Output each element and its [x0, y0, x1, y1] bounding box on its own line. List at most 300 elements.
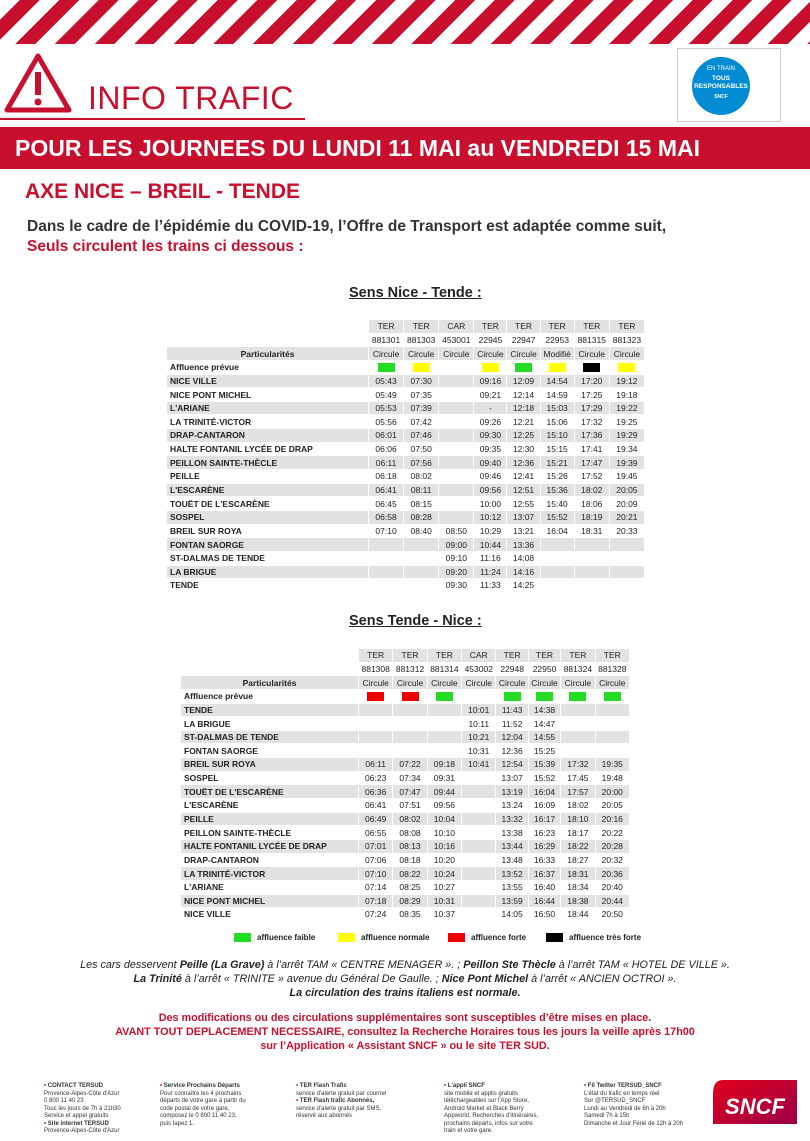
time-cell: 08:29	[393, 894, 427, 908]
time-cell	[404, 565, 439, 579]
affluence-cell	[496, 689, 528, 703]
station-name: LA TRINITÉ-VICTOR	[181, 867, 359, 881]
station-row	[181, 812, 630, 826]
time-cell: 20:50	[595, 908, 629, 922]
time-cell: 07:14	[359, 880, 393, 894]
time-cell	[574, 551, 609, 565]
time-cell: 18:19	[574, 510, 609, 524]
time-cell	[393, 744, 427, 758]
time-cell: 20:28	[595, 839, 629, 853]
warning-line-1: Des modifications ou des circulations supplémentaires sont susceptibles d’être mises en place.	[158, 1012, 652, 1024]
affluence-cell	[427, 689, 461, 703]
station-name: DRAP-CANTARON	[167, 429, 369, 443]
station-name: SOSPEL	[167, 510, 369, 524]
time-cell: 07:35	[404, 388, 439, 402]
time-cell	[609, 551, 644, 565]
station-name: LA BRIGUE	[167, 565, 369, 579]
time-cell: 10:10	[427, 826, 461, 840]
station-name: HALTE FONTANIL LYCÉE DE DRAP	[181, 839, 359, 853]
station-row	[167, 551, 645, 565]
footer-line: départs de votre gare à partir du	[160, 1098, 246, 1104]
time-cell	[462, 839, 496, 853]
info-trafic-header	[0, 50, 305, 120]
time-cell	[462, 880, 496, 894]
time-cell: 15:21	[540, 456, 574, 470]
number-row	[167, 333, 645, 347]
time-cell: 06:18	[369, 470, 404, 484]
badge-circle	[692, 57, 750, 115]
train-type-cell: TER	[574, 320, 609, 334]
affluence-cell	[393, 689, 427, 703]
time-cell: 10:27	[427, 880, 461, 894]
train-number-cell: 881303	[404, 333, 439, 347]
affluence-swatch-green	[504, 692, 521, 701]
footer-line: Lundi au Vendredi de 6h à 20h	[584, 1105, 666, 1112]
footer-line: Android Market et Black Berry	[444, 1105, 524, 1112]
time-cell: 17:41	[574, 442, 609, 456]
type-row	[181, 649, 630, 663]
time-cell: 18:02	[561, 799, 595, 813]
legend-swatch-yellow	[338, 933, 355, 942]
affluence-swatch-yellow	[413, 363, 430, 372]
time-cell	[359, 744, 393, 758]
time-cell: 07:06	[359, 853, 393, 867]
time-cell: 15:36	[540, 483, 574, 497]
time-cell: 12:14	[507, 388, 540, 402]
station-row	[167, 415, 645, 429]
time-cell: 13:21	[507, 524, 540, 538]
time-cell: 18:31	[561, 867, 595, 881]
time-cell: 17:25	[574, 388, 609, 402]
time-cell: 16:40	[528, 880, 560, 894]
affluence-swatch-green	[569, 692, 586, 701]
station-name: L'ARIANE	[167, 401, 369, 415]
train-number-cell: 881312	[393, 662, 427, 676]
footer-line: code postal de votre gare,	[160, 1105, 230, 1112]
time-cell: 14:25	[507, 579, 540, 593]
affluence-swatch-yellow	[618, 363, 635, 372]
time-cell	[439, 456, 474, 470]
time-cell: 06:45	[369, 497, 404, 511]
station-row	[167, 497, 645, 511]
time-cell: 15:39	[528, 758, 560, 772]
legend-label: affluence très forte	[569, 933, 642, 942]
particularite-cell: Circule	[595, 676, 629, 690]
train-type-cell: TER	[369, 320, 404, 334]
warning-notes	[0, 1011, 810, 1053]
time-cell: 18:06	[574, 497, 609, 511]
affluence-swatch-red	[402, 692, 419, 701]
station-name: L'ESCARÈNE	[181, 799, 359, 813]
note-stop: Peillon Ste Thècle	[463, 959, 556, 971]
time-cell: 07:51	[393, 799, 427, 813]
time-cell	[462, 894, 496, 908]
warning-triangle-icon	[4, 52, 72, 114]
train-type-cell: TER	[404, 320, 439, 334]
time-cell: 12:21	[507, 415, 540, 429]
train-type-cell: TER	[393, 649, 427, 663]
legend-label: affluence normale	[361, 933, 430, 942]
time-cell: 09:20	[439, 565, 474, 579]
time-cell: 06:41	[359, 799, 393, 813]
time-cell: 07:42	[404, 415, 439, 429]
time-cell: 16:50	[528, 908, 560, 922]
time-cell: 10:29	[474, 524, 507, 538]
time-cell: 15:40	[540, 497, 574, 511]
particularite-cell: Circule	[561, 676, 595, 690]
time-cell: 09:40	[474, 456, 507, 470]
time-cell: 15:25	[528, 744, 560, 758]
footer-line: site mobile et applis gratuits	[444, 1090, 519, 1097]
time-cell: 13:44	[496, 839, 528, 853]
time-cell: 17:57	[561, 785, 595, 799]
time-cell	[439, 510, 474, 524]
affluence-swatch-green	[436, 692, 453, 701]
footer-bullet: •	[44, 1120, 48, 1127]
train-number-cell: 22950	[528, 662, 560, 676]
footer-line: Appworld. Recherches d'itinéraires,	[444, 1113, 539, 1119]
time-cell: 19:39	[609, 456, 644, 470]
footer-line: train et votre gare.	[444, 1128, 493, 1134]
footer-contacts	[0, 1078, 810, 1141]
time-cell: 08:40	[404, 524, 439, 538]
time-cell: 20:44	[595, 894, 629, 908]
footer-column	[296, 1083, 426, 1121]
time-cell: 14:05	[496, 908, 528, 922]
time-cell: 14:55	[528, 730, 560, 744]
time-cell: 15:26	[540, 470, 574, 484]
station-name: PEILLE	[167, 470, 369, 484]
time-cell: 12:41	[507, 470, 540, 484]
tous-responsables-badge	[677, 48, 781, 122]
legend-label: affluence forte	[471, 933, 527, 942]
particularite-cell: Circule	[474, 347, 507, 361]
time-cell: 07:01	[359, 839, 393, 853]
time-cell: 05:56	[369, 415, 404, 429]
footer-title-text: Fil Twitter TERSUD_SNCF	[587, 1083, 662, 1089]
time-cell: 06:55	[359, 826, 393, 840]
time-cell: 09:44	[427, 785, 461, 799]
time-cell: 18:34	[561, 880, 595, 894]
time-cell	[427, 730, 461, 744]
time-cell: 13:52	[496, 867, 528, 881]
station-row	[181, 730, 630, 744]
station-name: BREIL SUR ROYA	[167, 524, 369, 538]
time-cell: 09:10	[439, 551, 474, 565]
time-cell: 07:34	[393, 771, 427, 785]
train-type-cell: TER	[528, 649, 560, 663]
footer-title	[160, 1083, 290, 1091]
station-name: DRAP-CANTARON	[181, 853, 359, 867]
time-cell: 13:59	[496, 894, 528, 908]
time-cell: 16:04	[528, 785, 560, 799]
footer-title	[296, 1083, 426, 1091]
type-row	[167, 320, 645, 334]
affluence-row	[181, 689, 630, 703]
footer-line: Provence-Alpes-Côte d'Azur	[44, 1128, 120, 1134]
time-cell	[561, 744, 595, 758]
footer-column	[160, 1083, 290, 1128]
time-cell: 19:29	[609, 429, 644, 443]
time-cell: 10:24	[427, 867, 461, 881]
station-row	[181, 853, 630, 867]
time-cell: 08:22	[393, 867, 427, 881]
time-cell	[540, 565, 574, 579]
time-cell: 18:31	[574, 524, 609, 538]
time-cell: 19:45	[609, 470, 644, 484]
time-cell: 18:17	[561, 826, 595, 840]
train-number-cell: 881323	[609, 333, 644, 347]
footer-bullet: •	[296, 1083, 300, 1089]
header-cell	[167, 320, 369, 334]
train-number-cell: 881328	[595, 662, 629, 676]
time-cell: 11:43	[496, 703, 528, 717]
time-cell: 06:23	[359, 771, 393, 785]
time-cell: 14:08	[507, 551, 540, 565]
station-row	[181, 894, 630, 908]
time-cell: 20:36	[595, 867, 629, 881]
station-row	[181, 839, 630, 853]
badge-main-text: TOUS RESPONSABLES	[694, 75, 748, 90]
time-cell: 08:15	[404, 497, 439, 511]
legend-item	[338, 933, 429, 942]
number-row	[181, 662, 630, 676]
station-row	[167, 538, 645, 552]
station-name: HALTE FONTANIL LYCÉE DE DRAP	[167, 442, 369, 456]
particularite-cell: Circule	[427, 676, 461, 690]
legend-swatch-red	[448, 933, 465, 942]
station-row	[167, 429, 645, 443]
time-cell: 19:22	[609, 401, 644, 415]
time-cell: 15:52	[528, 771, 560, 785]
time-cell: 10:44	[474, 538, 507, 552]
footer-title	[296, 1098, 426, 1106]
time-cell: 08:50	[439, 524, 474, 538]
affluence-cell	[359, 689, 393, 703]
legend-swatch-green	[234, 933, 251, 942]
particularite-cell: Circule	[462, 676, 496, 690]
time-cell	[359, 717, 393, 731]
time-cell	[574, 565, 609, 579]
time-cell: 08:28	[404, 510, 439, 524]
particularite-cell: Circule	[359, 676, 393, 690]
footer-column	[584, 1083, 714, 1128]
footer-bullet: •	[160, 1083, 164, 1089]
particularites-label: Particularités	[181, 676, 359, 690]
time-cell: 16:37	[528, 867, 560, 881]
time-cell: 10:12	[474, 510, 507, 524]
time-cell: 09:30	[474, 429, 507, 443]
station-row	[167, 579, 645, 593]
time-cell: 16:17	[528, 812, 560, 826]
time-cell	[393, 717, 427, 731]
time-cell	[404, 579, 439, 593]
train-type-cell: TER	[359, 649, 393, 663]
time-cell: 19:25	[609, 415, 644, 429]
time-cell: 16:33	[528, 853, 560, 867]
affluence-label: Affluence prévue	[181, 689, 359, 703]
footer-bullet: •	[44, 1083, 48, 1089]
station-name: NICE VILLE	[167, 374, 369, 388]
station-row	[181, 908, 630, 922]
train-type-cell: TER	[561, 649, 595, 663]
time-cell	[462, 812, 496, 826]
time-cell: 05:53	[369, 401, 404, 415]
station-name: LA TRINITÉ-VICTOR	[167, 415, 369, 429]
date-banner: POUR LES JOURNEES DU LUNDI 11 MAI au VENDREDI 15 MAI	[0, 127, 810, 169]
time-cell: 17:32	[574, 415, 609, 429]
station-row	[167, 374, 645, 388]
time-cell: 18:10	[561, 812, 595, 826]
time-cell: 20:05	[595, 799, 629, 813]
time-cell: 15:15	[540, 442, 574, 456]
station-row	[181, 744, 630, 758]
time-cell: 17:45	[561, 771, 595, 785]
time-cell: 09:26	[474, 415, 507, 429]
station-name: BREIL SUR ROYA	[181, 758, 359, 772]
footer-title-text: CONTACT TERSUD	[47, 1083, 103, 1089]
time-cell: 19:12	[609, 374, 644, 388]
footer-title-text: Service Prochains Départs	[163, 1083, 240, 1089]
time-cell	[462, 785, 496, 799]
header-cell	[167, 333, 369, 347]
affluence-swatch-yellow	[482, 363, 499, 372]
time-cell: 18:02	[574, 483, 609, 497]
time-cell: 09:21	[474, 388, 507, 402]
particularites-label: Particularités	[167, 347, 369, 361]
intro-line-2: Seuls circulent les trains ci dessous :	[27, 238, 304, 255]
time-cell: 20:09	[609, 497, 644, 511]
time-cell: 07:47	[393, 785, 427, 799]
time-cell: 19:48	[595, 771, 629, 785]
time-cell: 14:38	[528, 703, 560, 717]
footer-line: Provence-Alpes-Côte d'Azur	[44, 1090, 120, 1097]
warning-line-3: sur l’Application « Assistant SNCF » ou le site TER SUD.	[260, 1040, 550, 1052]
note-text: à l’arrêt TAM « HOTEL DE VILLE ».	[555, 959, 730, 971]
table1-title: Sens Nice - Tende :	[349, 285, 482, 301]
time-cell: 16:23	[528, 826, 560, 840]
header-cell	[181, 662, 359, 676]
affluence-swatch-green	[536, 692, 553, 701]
legend-label: affluence faible	[257, 933, 316, 942]
note-stop: La Trinité	[133, 973, 182, 985]
time-cell	[393, 703, 427, 717]
particularite-cell: Circule	[507, 347, 540, 361]
timetable-nice-tende	[166, 319, 645, 593]
time-cell: 19:35	[595, 758, 629, 772]
time-cell: 15:10	[540, 429, 574, 443]
station-row	[167, 401, 645, 415]
time-cell: 17:32	[561, 758, 595, 772]
note-text: à l’arrêt TAM « CENTRE MENAGER ». ;	[264, 959, 464, 971]
station-row	[167, 483, 645, 497]
time-cell: 20:33	[609, 524, 644, 538]
time-cell: 10:04	[427, 812, 461, 826]
time-cell	[369, 551, 404, 565]
time-cell: 09:31	[427, 771, 461, 785]
time-cell	[404, 551, 439, 565]
time-cell: 07:10	[359, 867, 393, 881]
time-cell: 08:08	[393, 826, 427, 840]
footer-line: 0 800 11 40 23	[44, 1098, 84, 1104]
time-cell: 10:21	[462, 730, 496, 744]
time-cell: 12:09	[507, 374, 540, 388]
footer-title	[44, 1121, 174, 1129]
station-name: TOUËT DE L'ESCARÈNE	[181, 785, 359, 799]
affluence-cell	[595, 689, 629, 703]
note-text: à l’arrêt « TRINITE » avenue du Général De Gaulle. ;	[181, 973, 442, 985]
time-cell: 13:48	[496, 853, 528, 867]
station-name: LA BRIGUE	[181, 717, 359, 731]
footer-line: puis tapez 1.	[160, 1120, 195, 1127]
station-name: TOUËT DE L'ESCARÈNE	[167, 497, 369, 511]
station-name: L'ESCARÈNE	[167, 483, 369, 497]
time-cell: 07:50	[404, 442, 439, 456]
time-cell: 20:00	[595, 785, 629, 799]
time-cell: 08:25	[393, 880, 427, 894]
time-cell: 20:40	[595, 880, 629, 894]
station-row	[167, 470, 645, 484]
time-cell	[369, 579, 404, 593]
time-cell	[609, 538, 644, 552]
time-cell: 05:49	[369, 388, 404, 402]
legend-swatch-black	[546, 933, 563, 942]
time-cell	[574, 579, 609, 593]
time-cell: 10:31	[462, 744, 496, 758]
train-type-cell: TER	[507, 320, 540, 334]
time-cell: 10:01	[462, 703, 496, 717]
affluence-cell	[507, 360, 540, 374]
time-cell: 08:35	[393, 908, 427, 922]
footer-line: service d'alerte gratuit par SMS,	[296, 1105, 382, 1112]
note-stop: Nice Pont Michel	[441, 973, 529, 985]
time-cell	[439, 401, 474, 415]
time-cell: 20:32	[595, 853, 629, 867]
time-cell: 08:13	[393, 839, 427, 853]
time-cell: 16:09	[528, 799, 560, 813]
time-cell	[462, 853, 496, 867]
time-cell	[609, 579, 644, 593]
time-cell: 09:16	[474, 374, 507, 388]
time-cell	[595, 730, 629, 744]
train-type-cell: TER	[595, 649, 629, 663]
time-cell: 06:58	[369, 510, 404, 524]
time-cell: 09:18	[427, 758, 461, 772]
time-cell: 11:16	[474, 551, 507, 565]
train-number-cell: 453001	[439, 333, 474, 347]
train-number-cell: 881324	[561, 662, 595, 676]
footer-line: L'état du trafic en temps réel	[584, 1090, 660, 1097]
time-cell: 06:11	[369, 456, 404, 470]
station-name: NICE PONT MICHEL	[181, 894, 359, 908]
footer-line: Dimanche et Jour Férié de 12h à 20h	[584, 1120, 684, 1127]
time-cell: 06:36	[359, 785, 393, 799]
time-cell: 12:54	[496, 758, 528, 772]
affluence-cell	[404, 360, 439, 374]
time-cell: 10:16	[427, 839, 461, 853]
time-cell	[427, 717, 461, 731]
time-cell: 07:46	[404, 429, 439, 443]
time-cell: 11:52	[496, 717, 528, 731]
station-name: PEILLE	[181, 812, 359, 826]
footer-bullet: •	[444, 1083, 448, 1089]
time-cell: 17:29	[574, 401, 609, 415]
train-type-cell: CAR	[439, 320, 474, 334]
time-cell	[609, 565, 644, 579]
time-cell: 05:43	[369, 374, 404, 388]
time-cell: 13:55	[496, 880, 528, 894]
time-cell	[595, 744, 629, 758]
